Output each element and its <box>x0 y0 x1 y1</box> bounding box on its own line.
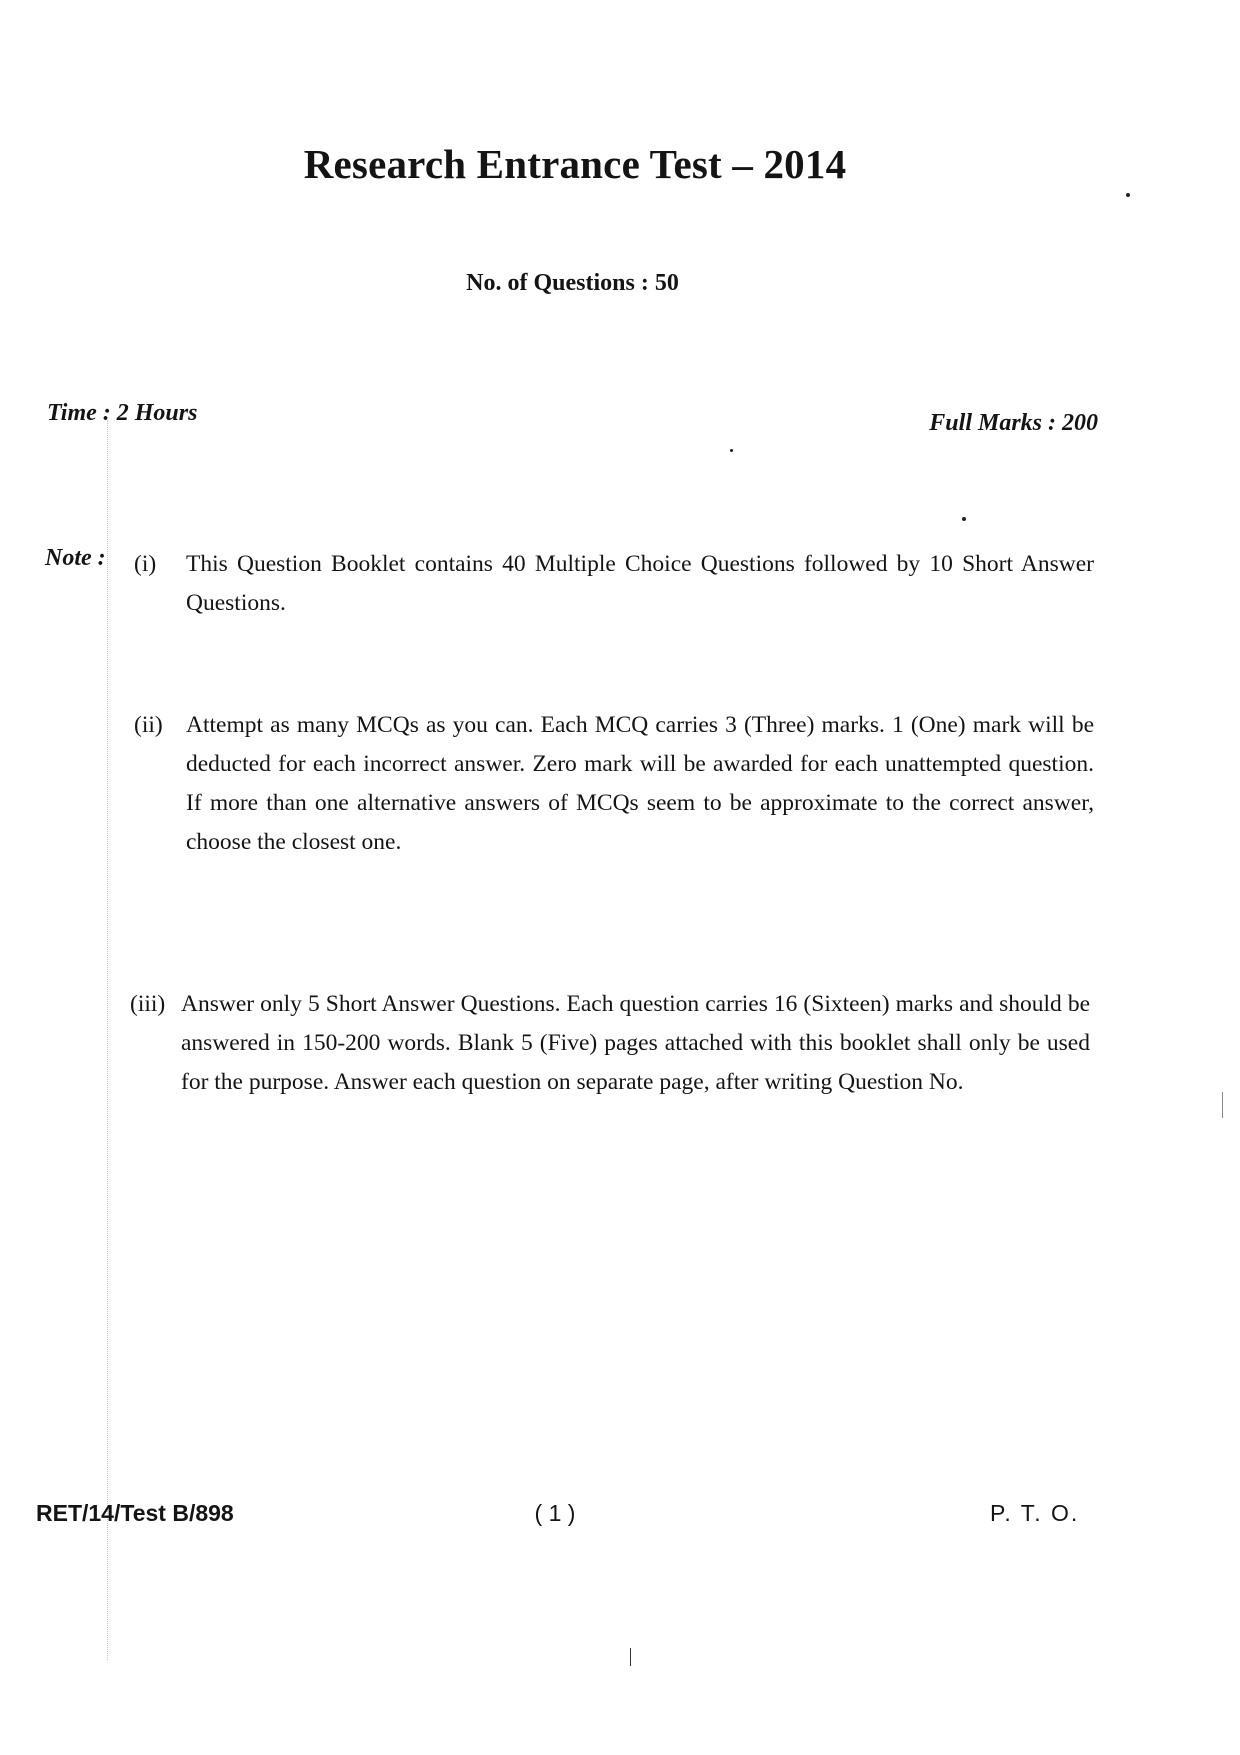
full-marks: Full Marks : 200 <box>929 410 1098 436</box>
note-item-1 <box>134 545 1094 623</box>
note-item-text: Answer only 5 Short Answer Questions. Each question carries 16 (Sixteen) marks and should be answered in 150-200 words. Blank 5 (Five) pages attached with this booklet shall only be used for the purpose. Answer each question on separate page, after writing Question No. <box>181 991 1090 1095</box>
note-item-text: This Question Booklet contains 40 Multiple Choice Questions followed by 10 Short Answer Questions. <box>186 551 1094 616</box>
scan-speck <box>962 517 966 521</box>
scan-speck <box>1126 193 1130 197</box>
scan-mark <box>630 1648 631 1666</box>
note-item-number: (i) <box>134 551 157 577</box>
note-label: Note : <box>45 545 106 571</box>
note-item-number: (iii) <box>130 991 166 1017</box>
scan-edge-artifact <box>107 420 108 1660</box>
exam-time: Time : 2 Hours <box>47 400 198 426</box>
booklet-code: RET/14/Test B/898 <box>36 1500 234 1526</box>
please-turn-over: P. T. O. <box>990 1500 1080 1526</box>
note-item-2 <box>134 706 1094 862</box>
scan-mark <box>1222 1092 1223 1118</box>
note-item-number: (ii) <box>134 712 163 738</box>
note-item-3 <box>130 985 1090 1102</box>
scan-speck <box>730 449 733 452</box>
page-number: ( 1 ) <box>534 1500 576 1526</box>
number-of-questions: No. of Questions : 50 <box>466 270 679 296</box>
note-item-text: Attempt as many MCQs as you can. Each MCQ carries 3 (Three) marks. 1 (One) mark will be deducted for each incorrect answer. Zero mark will be awarded for each unattempted question. If more than one alternative answers of MCQs seem to be approximate to the correct answer, choose the closest one. <box>186 712 1094 855</box>
exam-title: Research Entrance Test – 2014 <box>303 141 847 187</box>
